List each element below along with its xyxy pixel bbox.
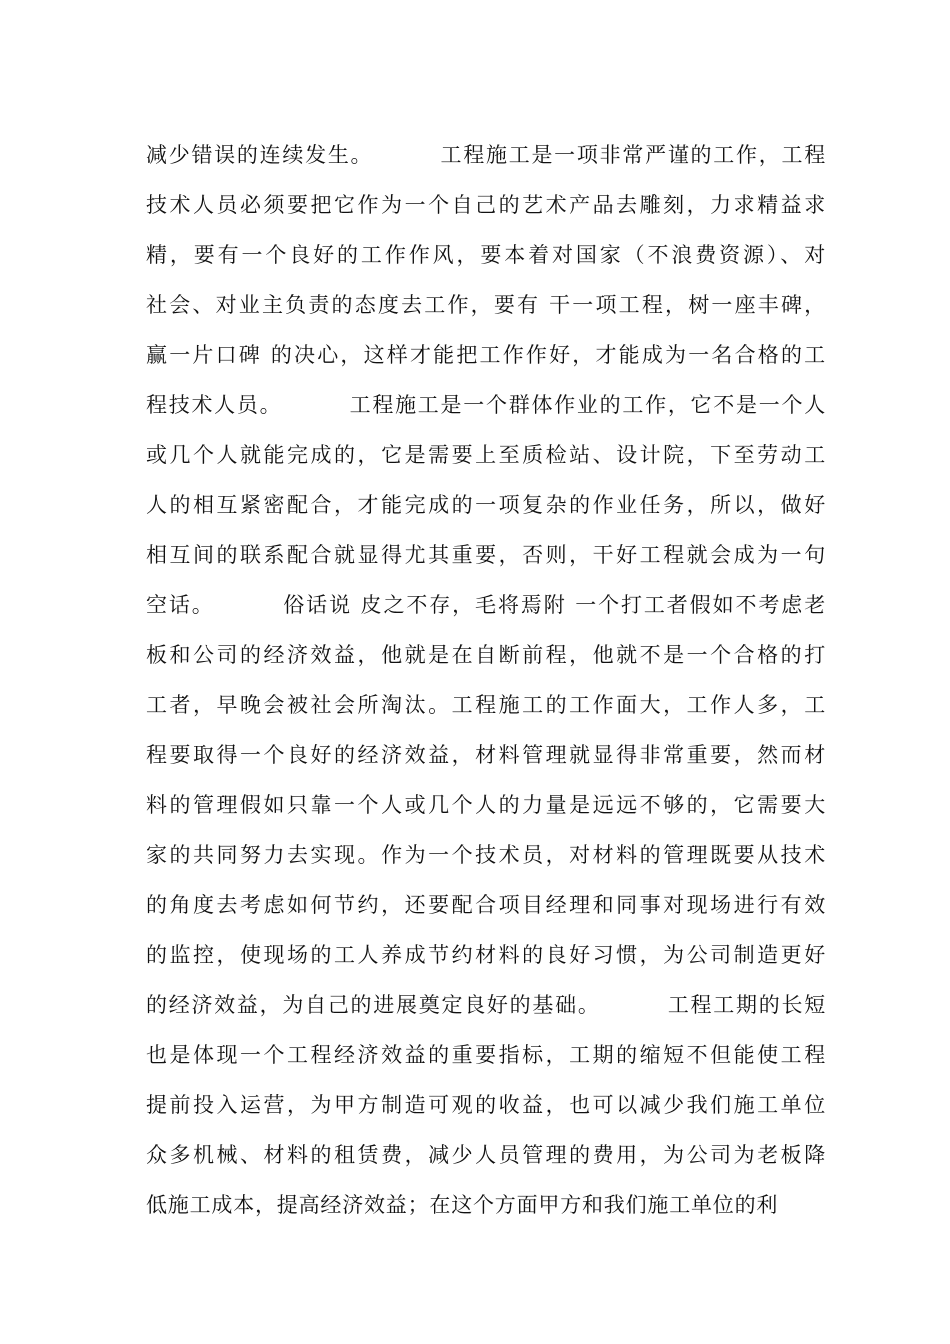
text-line-7: 或几个人就能完成的，它是需要上至质检站、设计院，下至劳动工 — [146, 443, 826, 467]
text-line-4: 社会、对业主负责的态度去工作，要有 干一项工程，树一座丰碑， — [146, 293, 826, 317]
text-line-8: 人的相互紧密配合，才能完成的一项复杂的作业任务，所以，做好 — [146, 493, 826, 517]
text-line-13: 程要取得一个良好的经济效益，材料管理就显得非常重要，然而材 — [146, 743, 826, 767]
text-line-22: 低施工成本，提高经济效益；在这个方面甲方和我们施工单位的利 — [146, 1193, 779, 1217]
text-line-11: 板和公司的经济效益，他就是在自断前程，他就不是一个合格的打 — [146, 643, 826, 667]
text-line-19: 也是体现一个工程经济效益的重要指标，工期的缩短不但能使工程 — [146, 1043, 826, 1067]
body-text — [146, 130, 826, 1230]
text-line-20: 提前投入运营，为甲方制造可观的收益，也可以减少我们施工单位 — [146, 1093, 826, 1117]
text-line-6: 程技术人员。 工程施工是一个群体作业的工作，它不是一个人 — [146, 393, 826, 417]
text-line-1: 减少错误的连续发生。 工程施工是一项非常严谨的工作，工程 — [146, 143, 826, 167]
text-line-5: 赢一片口碑 的决心，这样才能把工作作好，才能成为一名合格的工 — [146, 343, 826, 367]
text-line-12: 工者，早晚会被社会所淘汰。工程施工的工作面大，工作人多，工 — [146, 693, 826, 717]
text-line-14: 料的管理假如只靠一个人或几个人的力量是远远不够的，它需要大 — [146, 793, 826, 817]
text-line-10: 空话。 俗话说 皮之不存，毛将焉附 一个打工者假如不考虑老 — [146, 593, 826, 617]
text-line-3: 精，要有一个良好的工作作风，要本着对国家（不浪费资源）、对 — [146, 243, 826, 267]
text-line-15: 家的共同努力去实现。作为一个技术员，对材料的管理既要从技术 — [146, 843, 826, 867]
text-line-17: 的监控，使现场的工人养成节约材料的良好习惯，为公司制造更好 — [146, 943, 826, 967]
text-line-9: 相互间的联系配合就显得尤其重要，否则，干好工程就会成为一句 — [146, 543, 826, 567]
text-line-21: 众多机械、材料的租赁费，减少人员管理的费用，为公司为老板降 — [146, 1143, 826, 1167]
text-line-16: 的角度去考虑如何节约，还要配合项目经理和同事对现场进行有效 — [146, 893, 826, 917]
text-line-2: 技术人员必须要把它作为一个自己的艺术产品去雕刻，力求精益求 — [146, 193, 826, 217]
text-line-18: 的经济效益，为自己的进展奠定良好的基础。 工程工期的长短 — [146, 993, 826, 1017]
